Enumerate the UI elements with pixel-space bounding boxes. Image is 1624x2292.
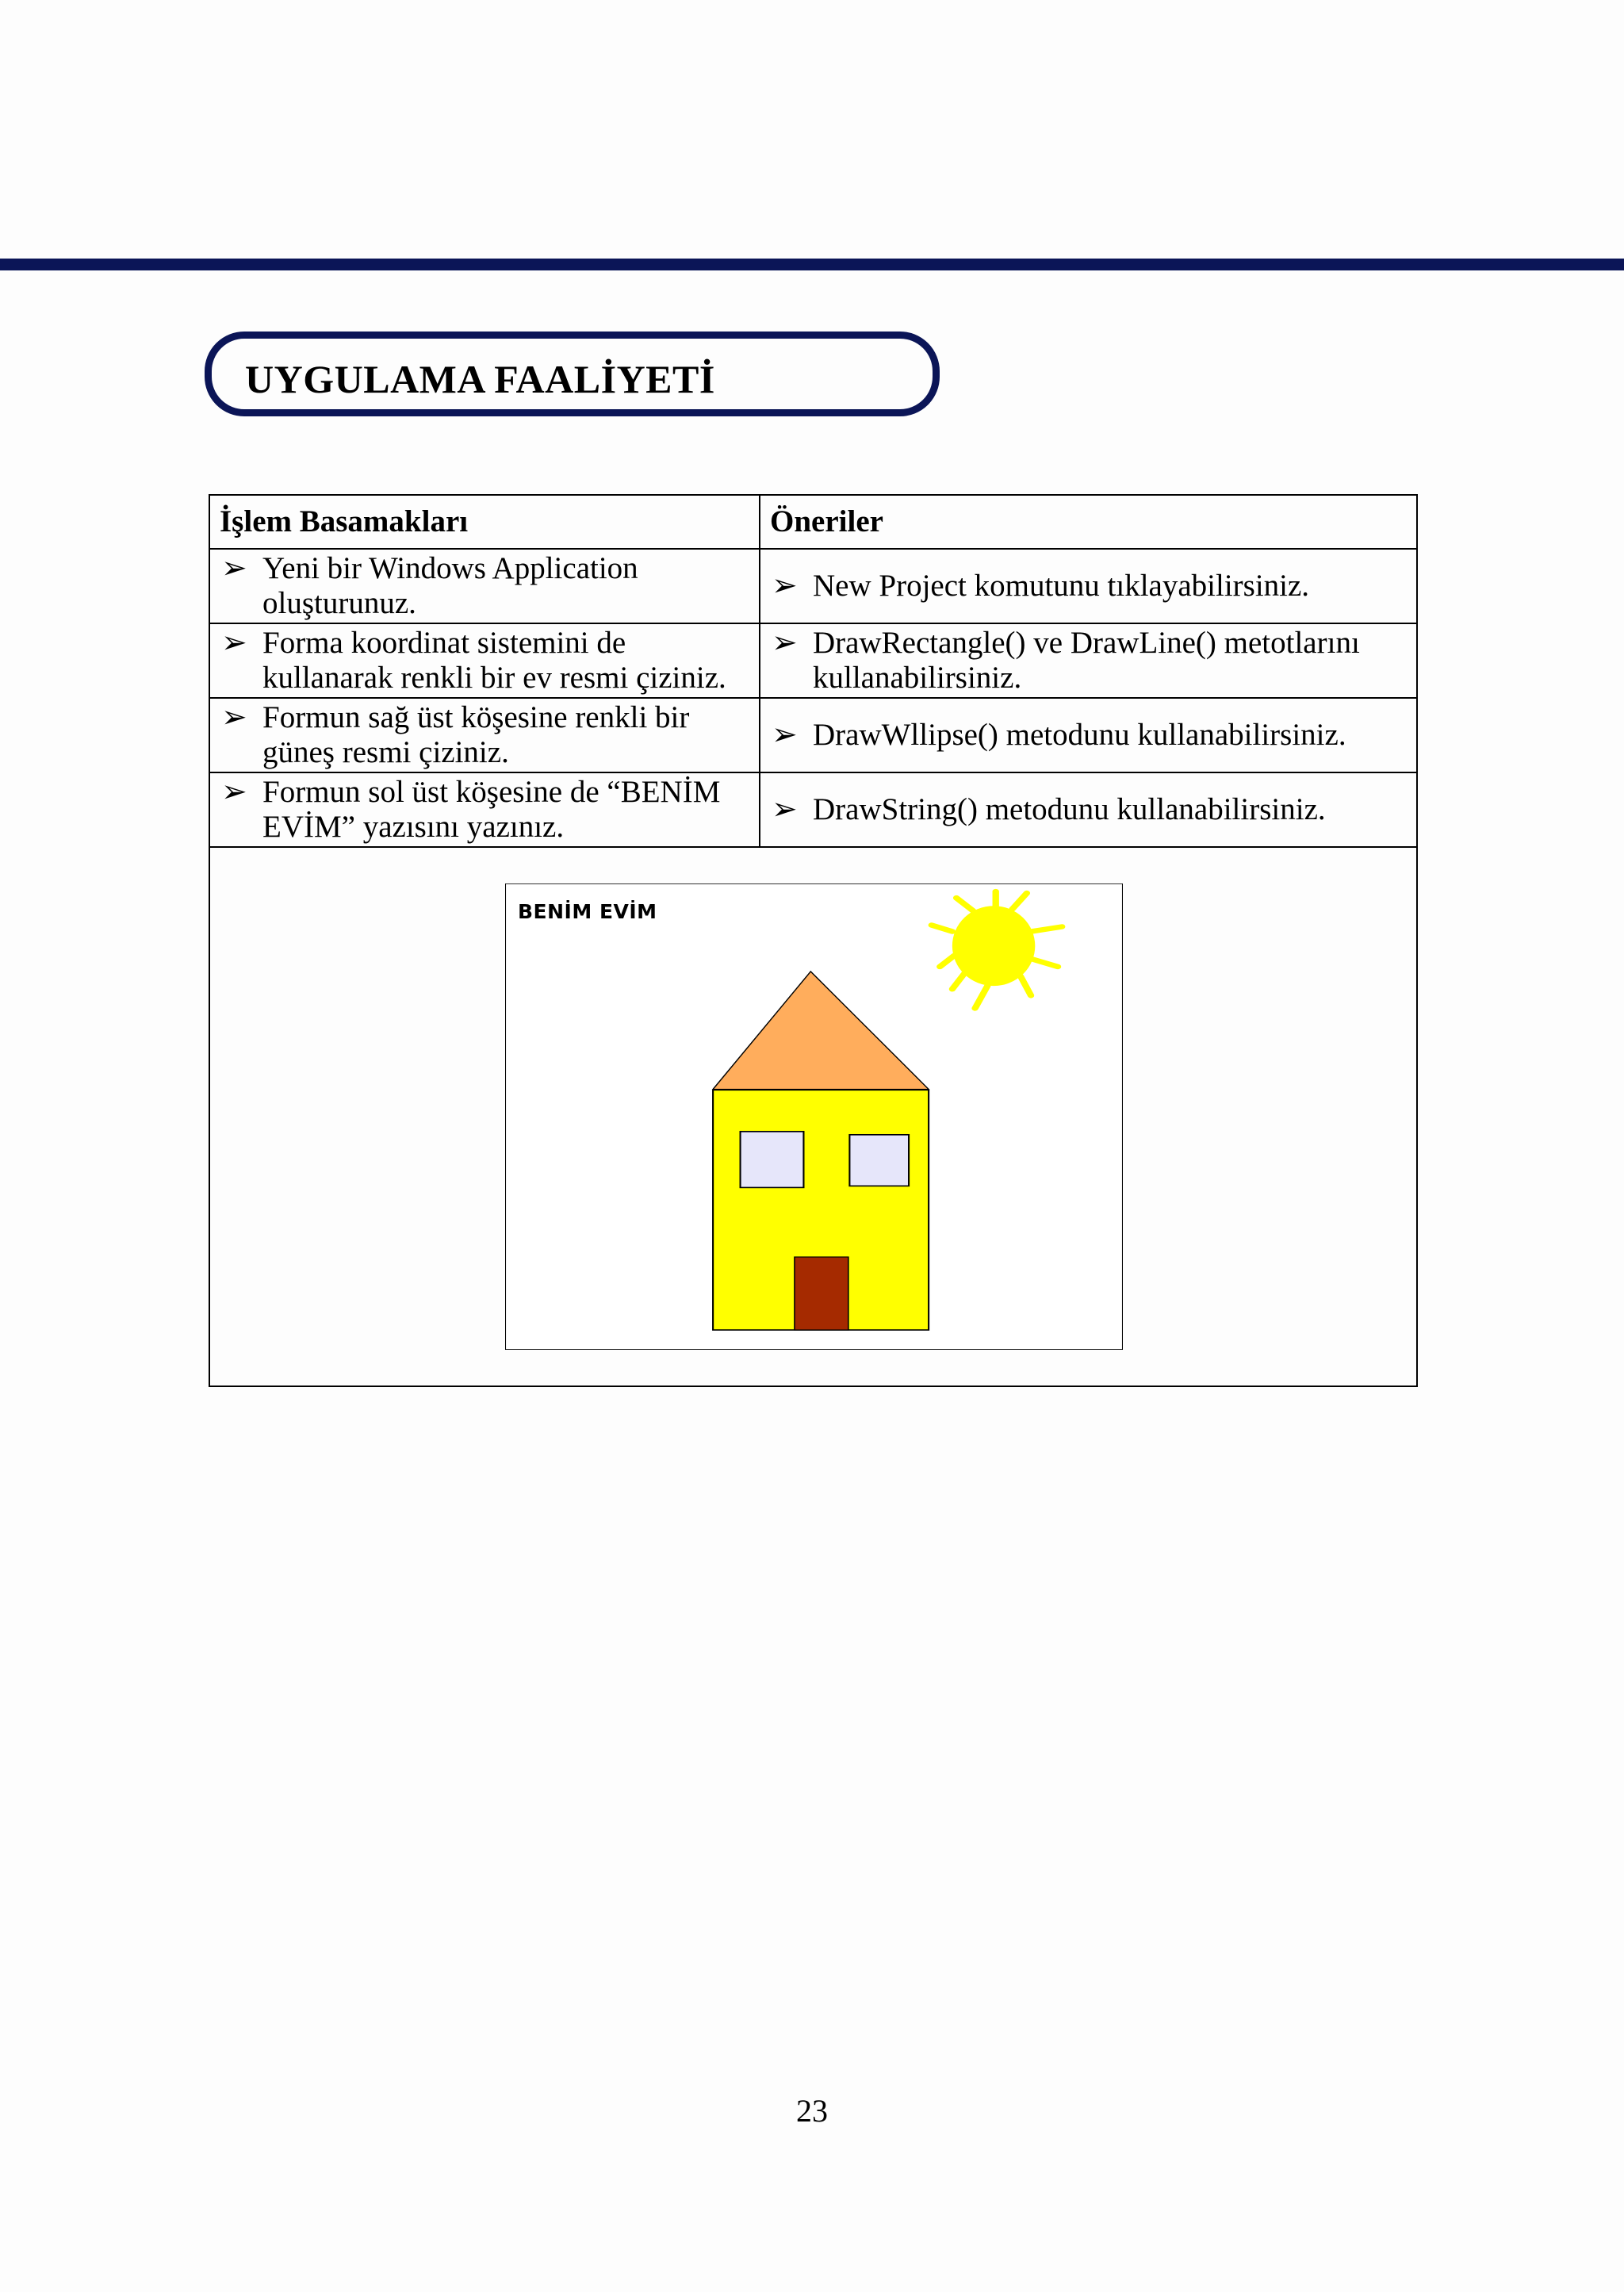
arrow-bullet-icon: ➢: [772, 569, 798, 603]
window-right: [849, 1135, 909, 1186]
benim-evim-label: BENİM EVİM: [518, 900, 657, 923]
arrow-bullet-icon: ➢: [221, 626, 247, 660]
header-steps: İşlem Basamakları: [209, 495, 760, 549]
table-row: [209, 772, 1417, 847]
door: [795, 1257, 848, 1330]
tip-text: DrawRectangle() ve DrawLine() metotlarını kullanabilirsiniz.: [813, 626, 1360, 695]
window-left: [741, 1132, 804, 1188]
tip-text: DrawString() metodunu kullanabilirsiniz.: [813, 792, 1326, 826]
tip-text: DrawWllipse() metodunu kullanabilirsiniz.: [813, 718, 1346, 752]
house-drawing: [505, 883, 1123, 1350]
arrow-bullet-icon: ➢: [221, 775, 247, 809]
header-tips: Öneriler: [760, 495, 1417, 549]
figure-row: [209, 847, 1417, 1386]
arrow-bullet-icon: ➢: [772, 792, 798, 826]
table-row: [209, 698, 1417, 772]
table-row: [209, 549, 1417, 623]
arrow-bullet-icon: ➢: [221, 700, 247, 734]
table-row: [209, 623, 1417, 698]
tip-text: New Project komutunu tıklayabilirsiniz.: [813, 569, 1310, 603]
page-number: 23: [796, 2093, 828, 2129]
activity-title: UYGULAMA FAALİYETİ: [245, 357, 715, 401]
house-drawing-form: [505, 883, 1123, 1350]
arrow-bullet-icon: ➢: [221, 551, 247, 585]
activity-table: [209, 494, 1418, 1387]
arrow-bullet-icon: ➢: [772, 626, 798, 660]
step-text: Formun sol üst köşesine de “BENİM EVİM” yazısını yazınız.: [262, 775, 721, 844]
header-bar: [0, 259, 1624, 270]
step-text: Yeni bir Windows Application oluşturunuz.: [262, 551, 638, 620]
step-text: Forma koordinat sistemini de kullanarak renkli bir ev resmi çiziniz.: [262, 626, 726, 695]
arrow-bullet-icon: ➢: [772, 718, 798, 752]
activity-title-box: [205, 332, 940, 416]
step-text: Formun sağ üst köşesine renkli bir güneş resmi çiziniz.: [262, 700, 690, 769]
table-header-row: [209, 495, 1417, 549]
